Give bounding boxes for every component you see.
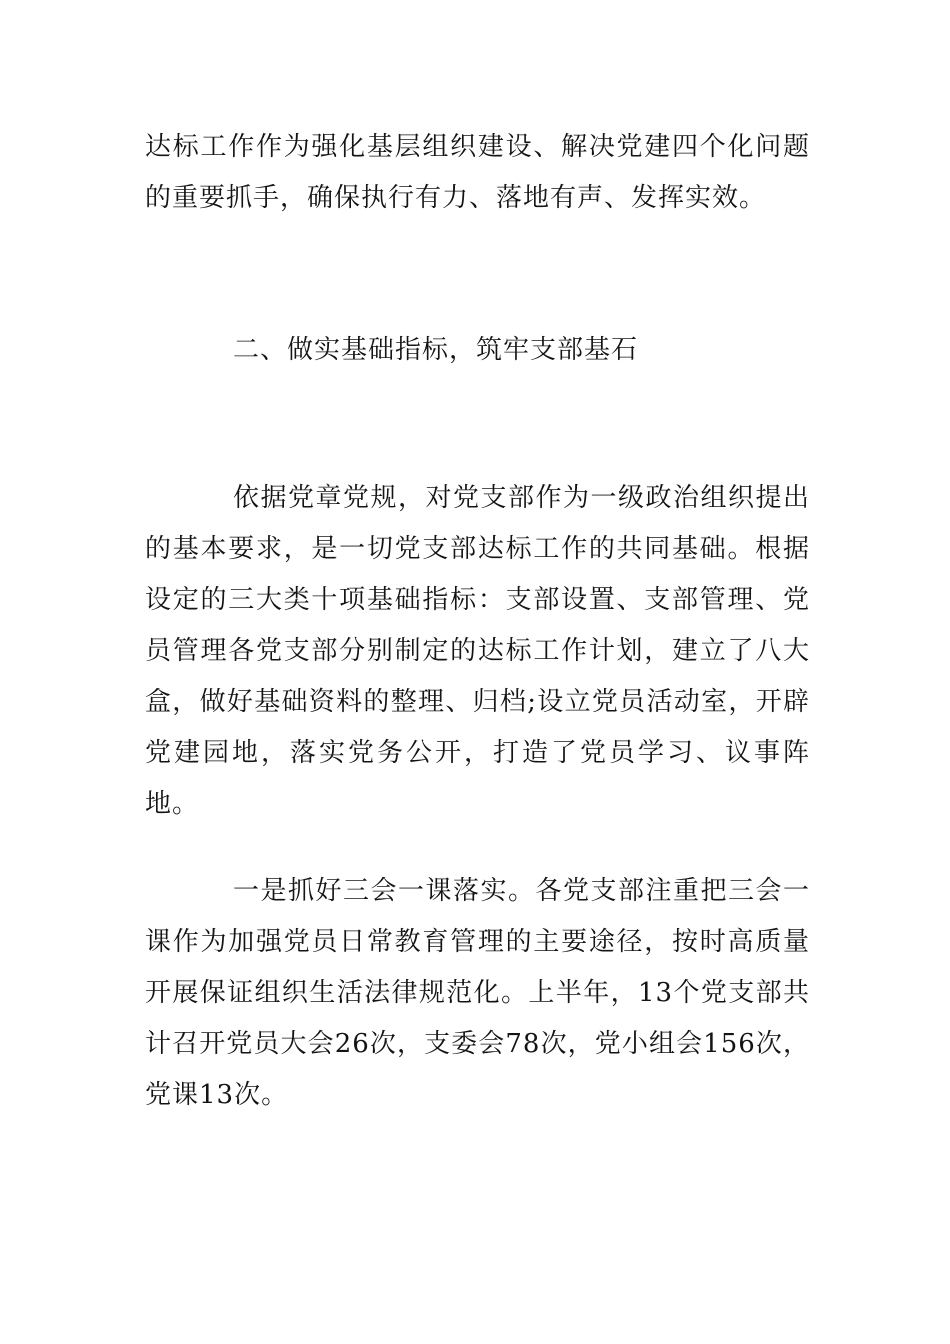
- body-paragraph-foundation: 依据党章党规，对党支部作为一级政治组织提出的基本要求，是一切党支部达标工作的共同基础。根据设定的三大类十项基础指标：支部设置、支部管理、党员管理各党支部分别制定的达标工作计划，建立了八大盒，做好基础资料的整理、归档;设立党员活动室，开辟党建园地，落实党务公开，打造了党员学习、议事阵地。: [145, 483, 810, 819]
- section-heading: 二、做实基础指标，筑牢支部基石: [233, 335, 639, 365]
- body-paragraph-continuation: 达标工作作为强化基层组织建设、解决党建四个化问题的重要抓手，确保执行有力、落地有声、发挥实效。: [145, 132, 810, 213]
- body-paragraph-meetings: 一是抓好三会一课落实。各党支部注重把三会一课作为加强党员日常教育管理的主要途径，按时高质量开展保证组织生活法律规范化。上半年，13个党支部共计召开党员大会26次，支委会78次，党小组会156次，党课13次。: [145, 876, 810, 1110]
